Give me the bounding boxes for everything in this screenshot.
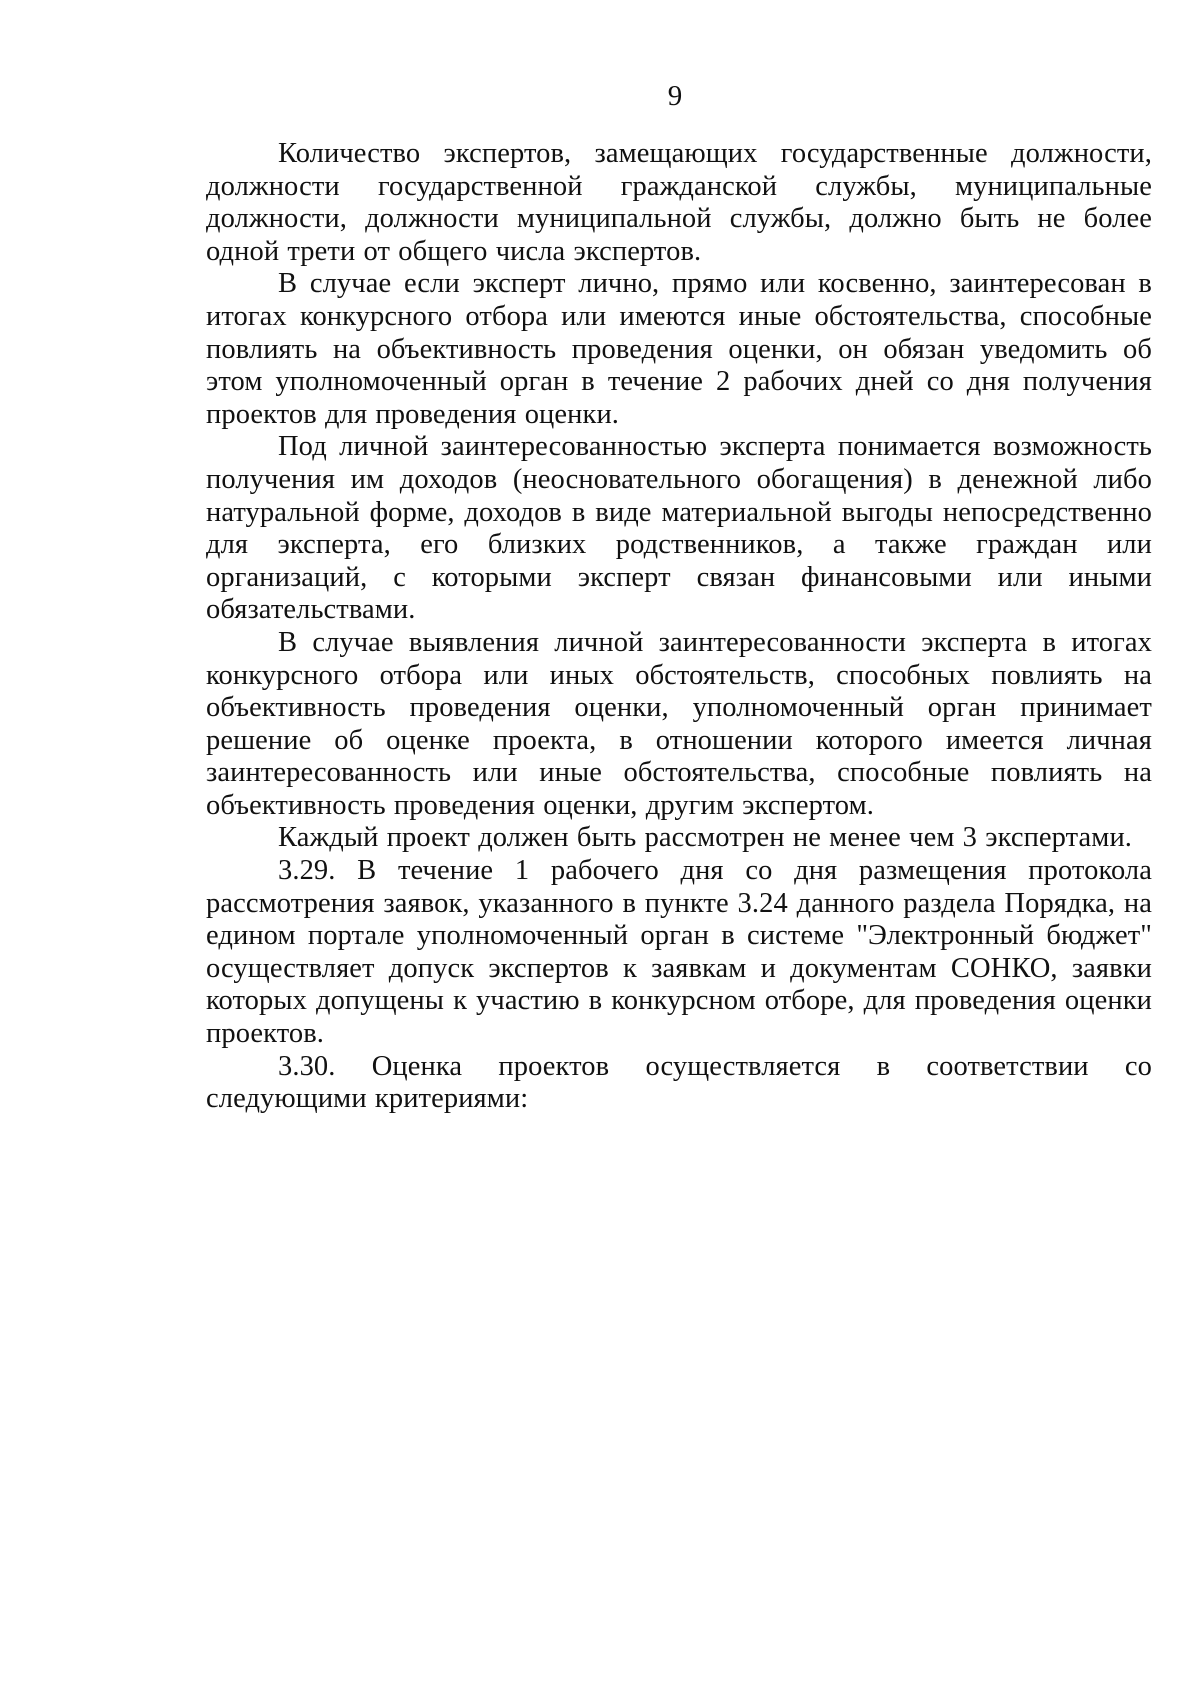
document-body bbox=[206, 138, 1152, 1116]
page-number: 9 bbox=[667, 80, 683, 112]
paragraph-experts-count: Количество экспертов, замещающих государственные должности, должности государственной гражданской службы, муниципальные должности, должности муниципальной службы, должно быть не более одной трети от общего числа экспертов. bbox=[206, 138, 1152, 267]
paragraph-minimum-experts: Каждый проект должен быть рассмотрен не менее чем 3 экспертами. bbox=[278, 822, 1133, 854]
paragraph-expert-interest-notice: В случае если эксперт лично, прямо или косвенно, заинтересован в итогах конкурсного отбора или имеются иные обстоятельства, способные повлиять на объективность проведения оценки, он обязан уведомить об этом уполномоченный орган в течение 2 рабочих дней со дня получения проектов для проведения оценки. bbox=[206, 268, 1152, 430]
paragraph-3-29: 3.29. В течение 1 рабочего дня со дня размещения протокола рассмотрения заявок, указанного в пункте 3.24 данного раздела Порядка, на едином портале уполномоченный орган в системе "Электронный бюджет" осуществляет допуск экспертов к заявкам и документам СОНКО, заявки которых допущены к участию в конкурсном отборе, для проведения оценки проектов. bbox=[206, 855, 1152, 1050]
paragraph-interest-detection: В случае выявления личной заинтересованности эксперта в итогах конкурсного отбора или иных обстоятельств, способных повлиять на объективность проведения оценки, уполномоченный орган принимает решение об оценке проекта, в отношении которого имеется личная заинтересованность или иные обстоятельства, способные повлиять на объективность проведения оценки, другим экспертом. bbox=[206, 626, 1152, 821]
paragraph-personal-interest-definition: Под личной заинтересованностью эксперта понимается возможность получения им доходов (неосновательного обогащения) в денежной либо натуральной форме, доходов в виде материальной выгоды непосредственно для эксперта, его близких родственников, а также граждан или организаций, с которыми эксперт связан финансовыми или иными обязательствами. bbox=[206, 431, 1152, 626]
paragraph-3-30: 3.30. Оценка проектов осуществляется в соответствии со следующими критериями: bbox=[206, 1050, 1152, 1115]
